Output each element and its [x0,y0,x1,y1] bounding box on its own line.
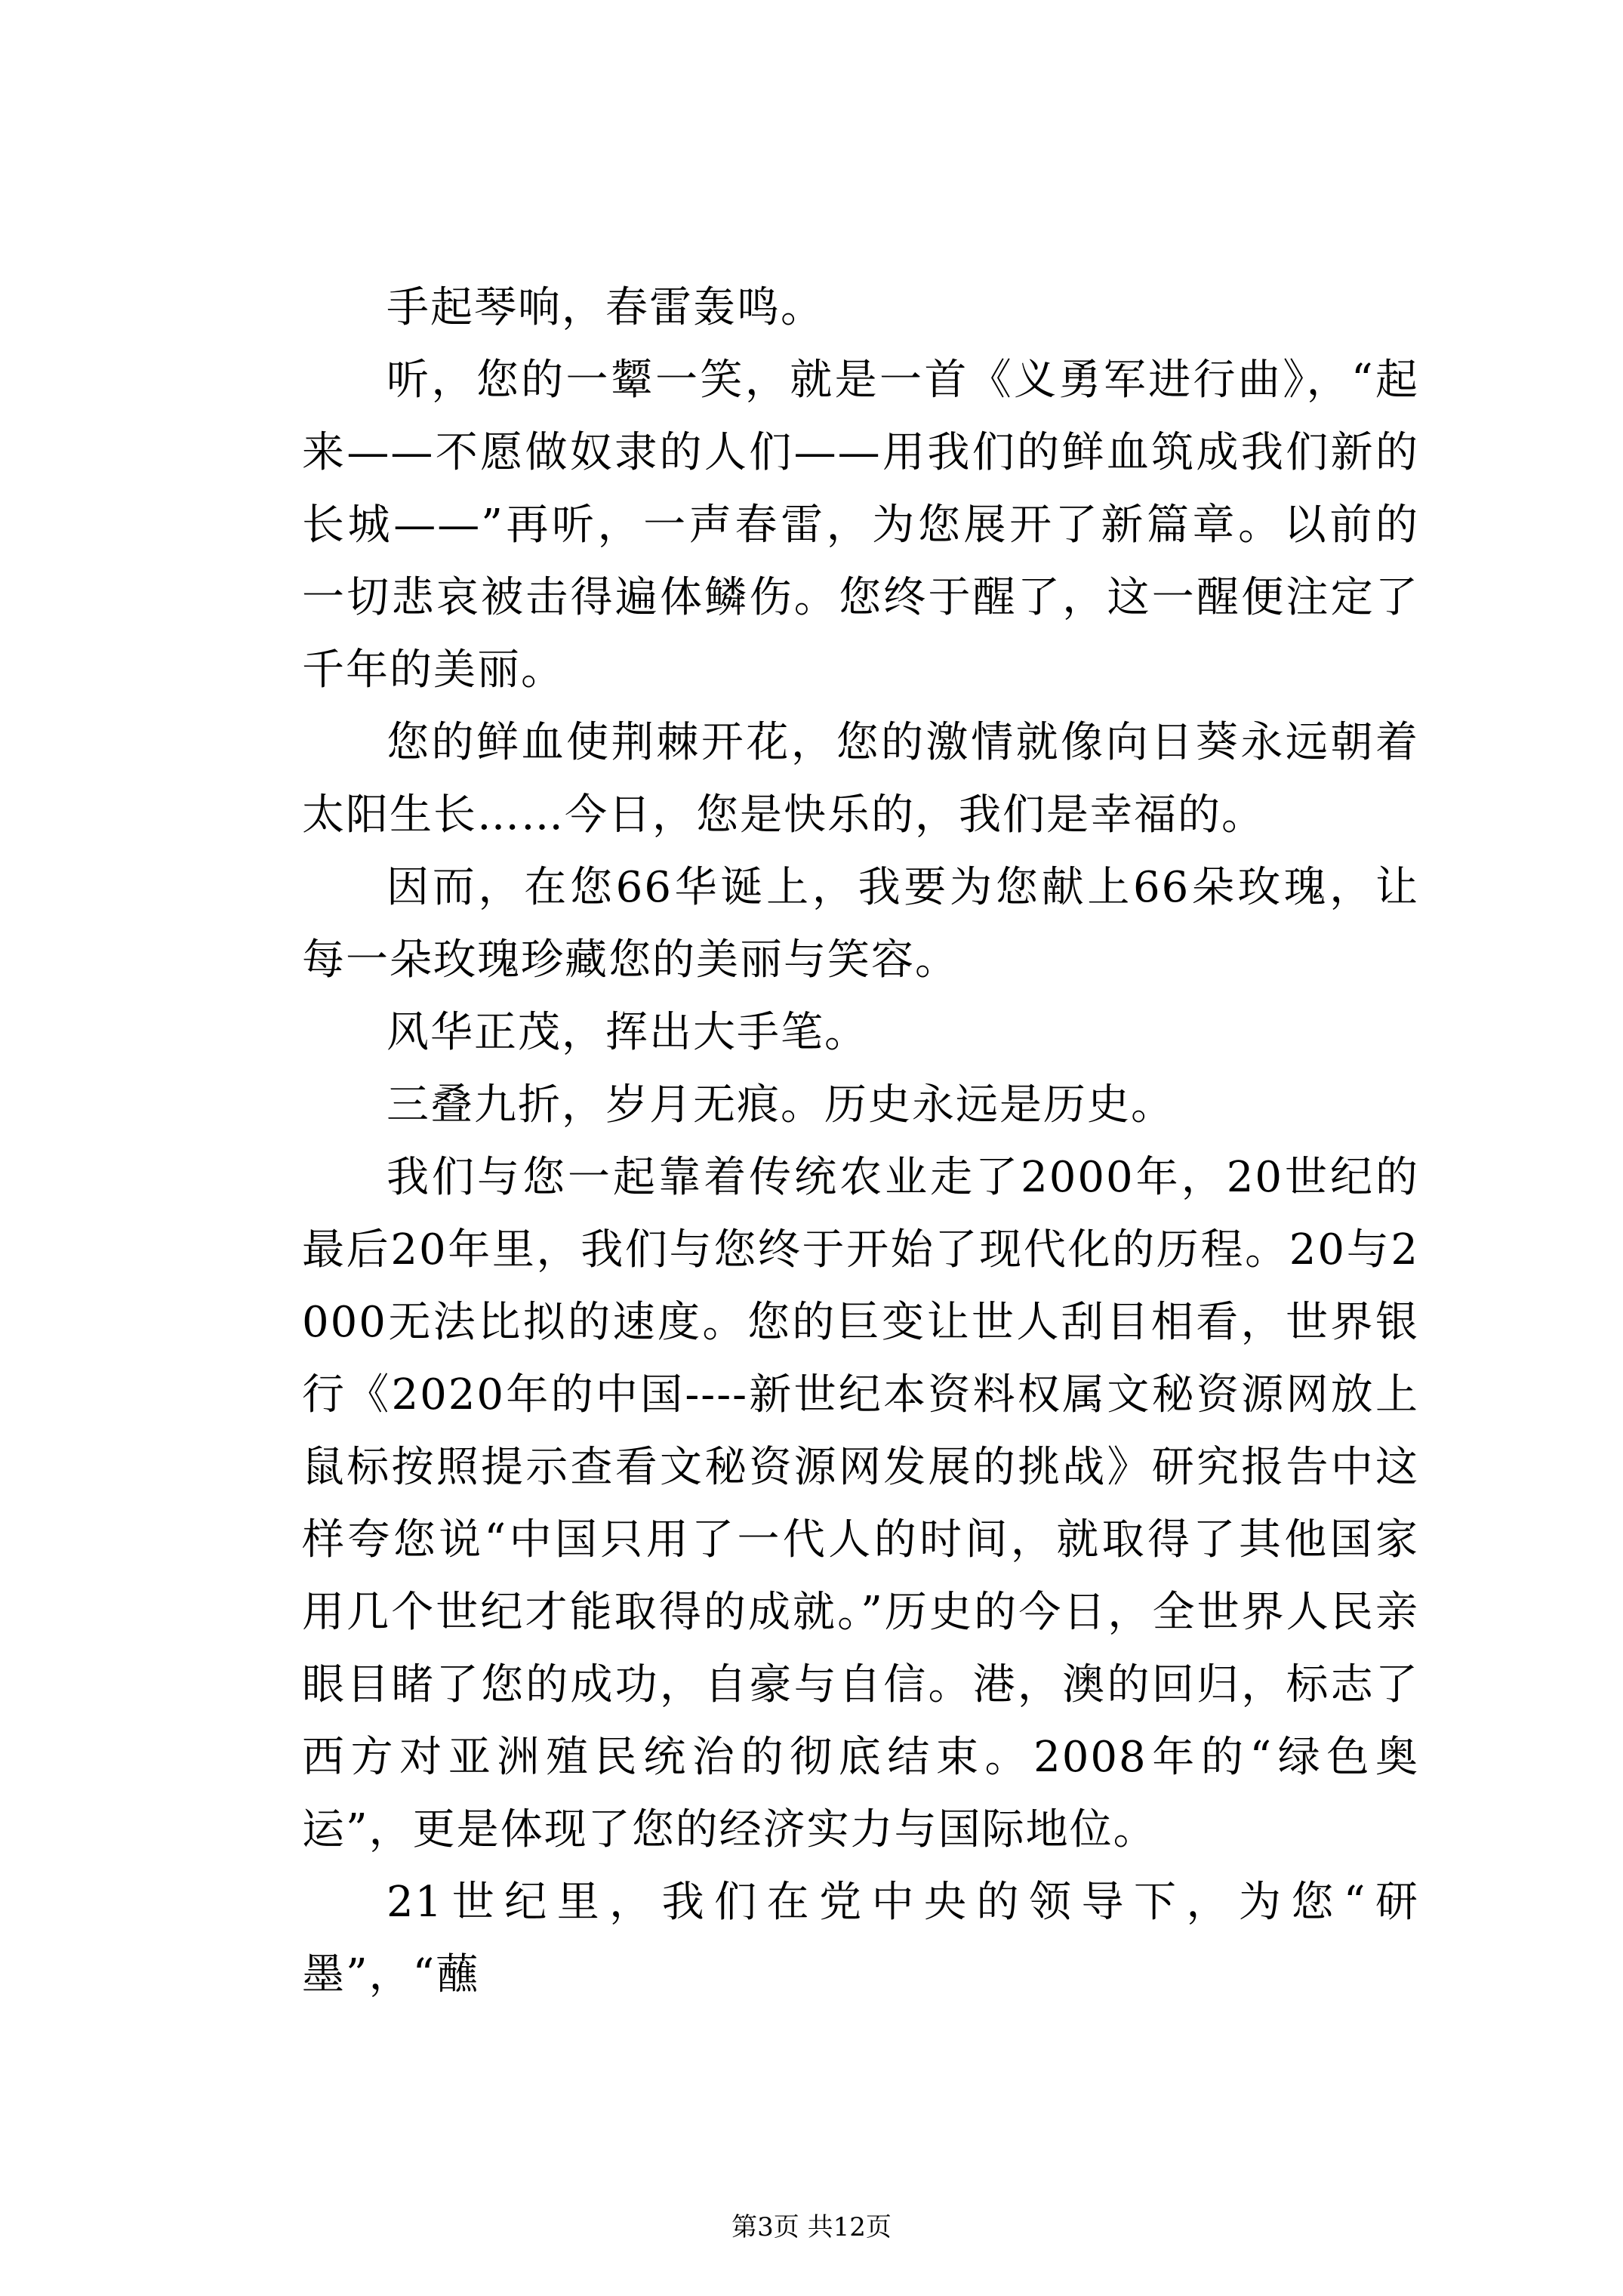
paragraph: 我们与您一起靠着传统农业走了2000年，20世纪的最后20年里，我们与您终于开始了现代化的历程。20与2000无法比拟的速度。您的巨变让世人刮目相看，世界银行《2020年的中国----新世纪本资料权属文秘资源网放上鼠标按照提示查看文秘资源网发展的挑战》研究报告中这样夸您说“中国只用了一代人的时间，就取得了其他国家用几个世纪才能取得的成就。”历史的今日，全世界人民亲眼目睹了您的成功，自豪与自信。港，澳的回归，标志了西方对亚洲殖民统治的彻底结束。2008年的“绿色奥运”，更是体现了您的经济实力与国际地位。 [302,1153,1419,1854]
paragraph: 因而，在您66华诞上，我要为您献上66朵玫瑰，让每一朵玫瑰珍藏您的美丽与笑容。 [302,863,1419,985]
paragraph: 听，您的一颦一笑，就是一首《义勇军进行曲》，“起来——不愿做奴隶的人们——用我们的鲜血筑成我们新的长城——”再听，一声春雷，为您展开了新篇章。以前的一切悲哀被击得遍体鳞伤。您终于醒了，这一醒便注定了千年的美丽。 [302,356,1419,695]
paragraph: 21世纪里，我们在党中央的领导下，为您“研墨”，“蘸 [302,1878,1419,1999]
page-number-footer: 第3页 共12页 [731,2212,892,2242]
paragraph: 三叠九折，岁月无痕。历史永远是历史。 [387,1080,1175,1130]
paragraph: 风华正茂，挥出大手笔。 [387,1008,868,1057]
paragraph: 您的鲜血使荆棘开花，您的激情就像向日葵永远朝着太阳生长……今日，您是快乐的，我们是幸福的。 [302,718,1419,840]
body-text [302,272,1419,2011]
paragraph: 手起琴响，春雷轰鸣。 [387,283,824,332]
